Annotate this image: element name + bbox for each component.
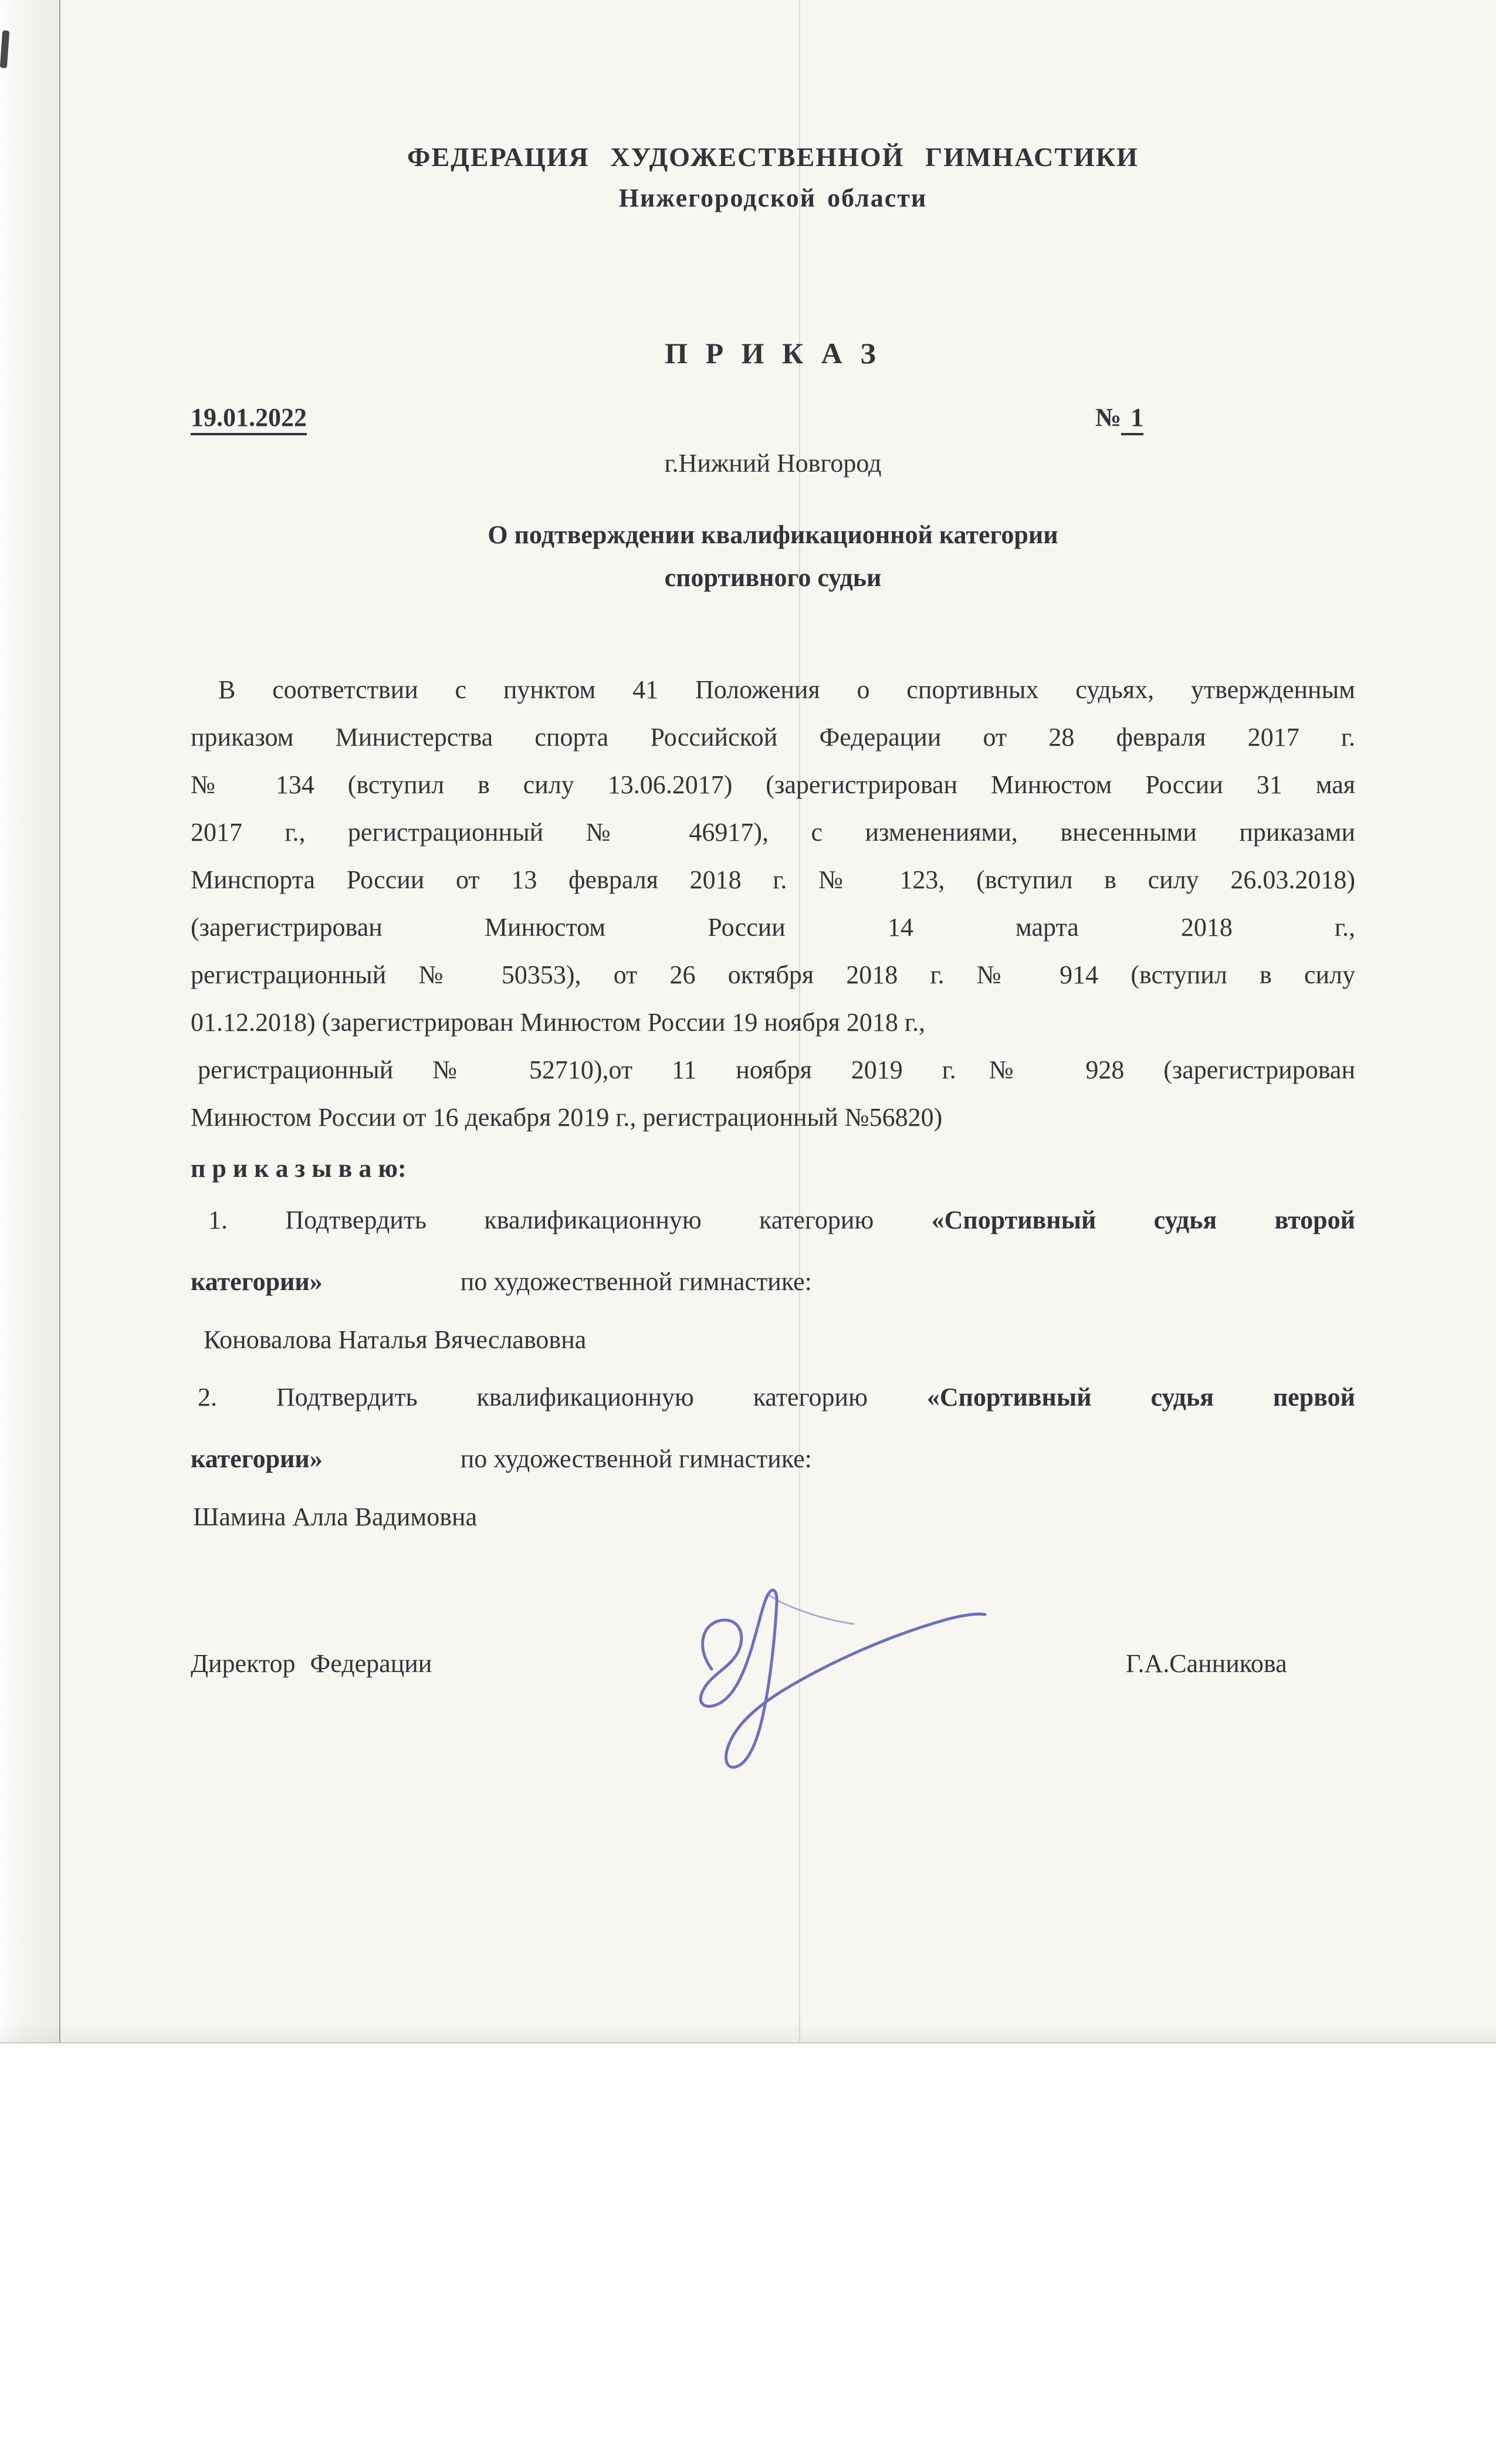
order-item-2-line1 [191, 1380, 1355, 1450]
order-date-underlined [191, 400, 307, 435]
order-title: П Р И К А З [665, 337, 881, 370]
order-number [1095, 400, 1143, 435]
item-1-tail: по художественной гимнастике: [460, 1267, 812, 1296]
scan-left-shadow-band [0, 0, 59, 2043]
judge-name-1: Коновалова Наталья Вячеславовна [204, 1325, 587, 1354]
org-name-line2: Нижегородской области [618, 184, 928, 212]
item-2-category-bold2: категории» [191, 1444, 323, 1473]
signer-name: Г.А.Санникова [1126, 1649, 1287, 1678]
org-name-line1: ФЕДЕРАЦИЯ ХУДОЖЕСТВЕННОЙ ГИМНАСТИКИ [407, 142, 1139, 172]
handwritten-signature [642, 1549, 1041, 1783]
signer-position-title: Директор Федерации [191, 1649, 432, 1678]
body-line: (зарегистрирован Минюстом России 14 марта 2018 г., [191, 913, 1355, 942]
order-city: г.Нижний Новгород [664, 449, 882, 478]
body-line: 2017 г., регистрационный № 46917), с изменениями, внесенными приказами [191, 818, 1355, 847]
subject-line2: спортивного судьи [664, 563, 882, 592]
order-item-1-line2 [191, 1264, 812, 1299]
body-line: В соответствии с пунктом 41 Положения о спортивных судьях, утвержденным [218, 675, 1355, 704]
body-line: регистрационный № 50353), от 26 октября 2018 г. № 914 (вступил в силу [191, 960, 1355, 989]
body-line: приказом Министерства спорта Российской Федерации от 28 февраля 2017 г. [191, 723, 1355, 752]
judge-name-2: Шамина Алла Вадимовна [193, 1502, 478, 1531]
document-content [191, 0, 1355, 2043]
item-2-category-bold: «Спортивный судья первой [926, 1383, 1355, 1412]
item-2-tail: по художественной гимнастике: [460, 1444, 812, 1473]
item-1-category-bold2: категории» [191, 1267, 323, 1296]
body-line: Минспорта России от 13 февраля 2018 г. № 123, (вступил в силу 26.03.2018) [191, 865, 1355, 894]
order-item-2-line2 [191, 1441, 812, 1477]
body-line: регистрационный № 52710),от 11 ноября 2019 г.№ 928 (зарегистрирован [198, 1055, 1355, 1084]
decree-word: п р и к а з ы в а ю: [191, 1154, 407, 1183]
page-left-edge-line [59, 0, 60, 2043]
body-line: Минюстом России от 16 декабря 2019 г., регистрационный №56820) [191, 1103, 943, 1132]
item-2-lead: 2. Подтвердить квалификационную категорию [198, 1383, 927, 1412]
subject-line1: О подтверждении квалификационной категории [488, 520, 1058, 549]
page-bottom-edge-line [0, 2042, 1496, 2043]
order-number-value: 1 [1121, 403, 1143, 435]
item-1-lead: 1. Подтвердить квалификационную категорию [208, 1206, 932, 1234]
body-line: № 134 (вступил в силу 13.06.2017) (зарегистрирован Минюстом России 31 мая [191, 770, 1355, 799]
order-date: 19.01.2022 [191, 403, 307, 435]
body-line: 01.12.2018) (зарегистрирован Минюстом России 19 ноября 2018 г., [191, 1008, 926, 1037]
number-sign: № [1095, 403, 1122, 432]
item-1-category-bold: «Спортивный судья второй [931, 1206, 1355, 1234]
order-item-1-line1 [208, 1203, 1355, 1273]
